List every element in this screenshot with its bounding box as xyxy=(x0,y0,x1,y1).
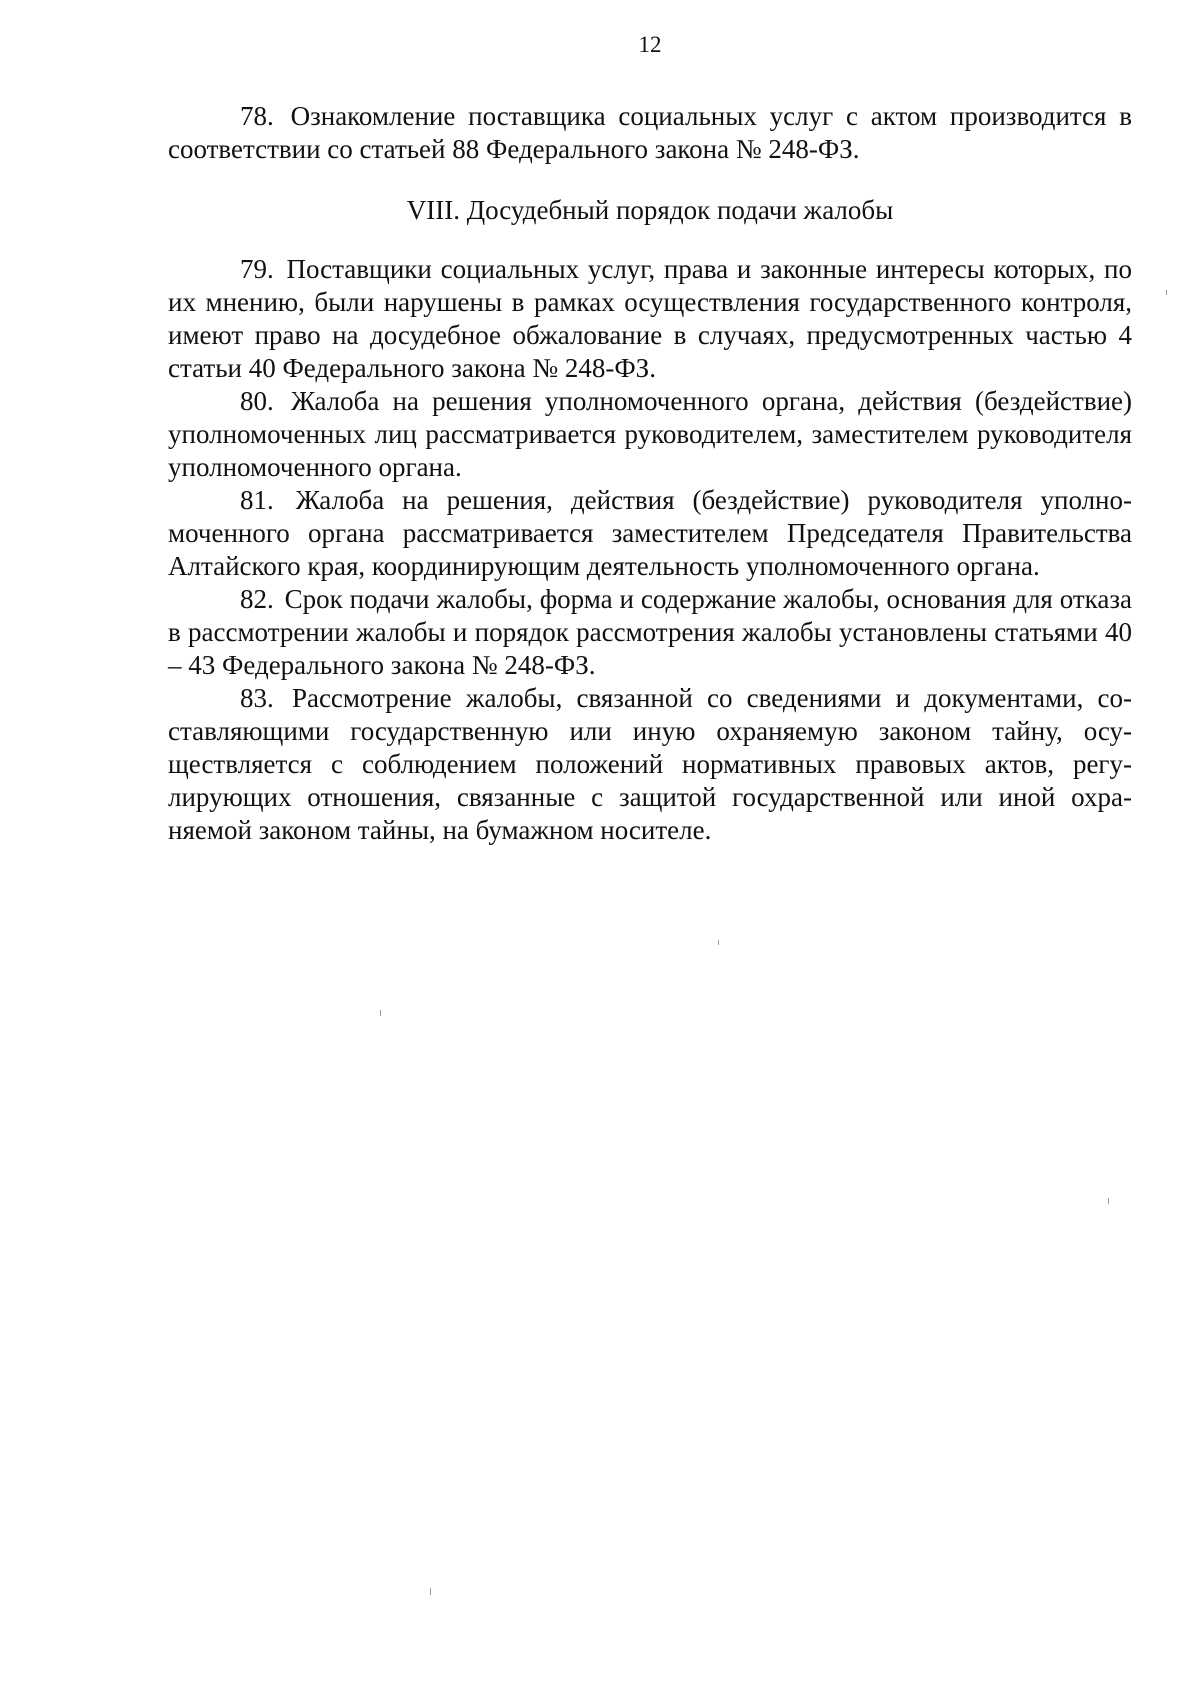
scan-speck xyxy=(380,1010,381,1016)
paragraph-81 xyxy=(168,484,1132,583)
paragraph-number: 83. xyxy=(240,683,274,713)
paragraph-text: Срок подачи жалобы, форма и содержание жалобы, основания для отказа в рассмотрении жалобы и порядок рассмотрения жалобы установлены статьями 40 – 43 Федерального закона № 248-ФЗ. xyxy=(168,584,1132,680)
section-heading: VIII. Досудебный порядок подачи жалобы xyxy=(406,195,894,225)
scan-speck xyxy=(1108,1198,1109,1204)
paragraph-83 xyxy=(168,682,1132,847)
paragraph-80 xyxy=(168,385,1132,484)
paragraph-number: 79. xyxy=(240,254,274,284)
paragraph-text: Жалоба на решения, действия (бездействие) руководителя уполномоченного органа рассматривается заместителем Председателя Правительства Алтайского края, координирующим деятельность уполномоченного органа. xyxy=(168,485,1133,581)
paragraph-79 xyxy=(168,253,1132,385)
page-number: 12 xyxy=(638,32,662,57)
paragraph-text: Рассмотрение жалобы, связанной со сведениями и документами, составляющими государственную или иную охраняемую законом тайну, осуществляется с соблюдением положений нормативных правовых актов, регулирующих отношения, связанные с защитой государственной или иной охраняемой законом тайны, на бумажном носителе. xyxy=(168,683,1132,845)
paragraph-78 xyxy=(168,100,1132,166)
paragraph-text: Жалоба на решения уполномоченного органа, действия (бездействие) уполномоченных лиц рассматривается руководителем, заместителем руководителя уполномоченного органа. xyxy=(168,386,1133,482)
paragraph-82 xyxy=(168,583,1132,682)
scan-speck xyxy=(1166,290,1167,295)
paragraph-text: Поставщики социальных услуг, права и законные интересы которых, по их мнению, были нарушены в рамках осуществления государственного контроля, имеют право на досудебное обжалование в случаях, предусмотренных частью 4 статьи 40 Федерального закона № 248-ФЗ. xyxy=(168,254,1132,383)
scan-speck xyxy=(430,1588,431,1595)
paragraph-number: 80. xyxy=(240,386,274,416)
paragraph-number: 81. xyxy=(240,485,274,515)
document-body xyxy=(168,100,1132,847)
paragraph-number: 78. xyxy=(240,101,274,131)
paragraph-number: 82. xyxy=(240,584,274,614)
scan-speck xyxy=(718,940,719,945)
paragraph-text: Ознакомление поставщика социальных услуг с актом производится в соответствии со статьей 88 Федерального закона № 248-ФЗ. xyxy=(168,101,1133,164)
